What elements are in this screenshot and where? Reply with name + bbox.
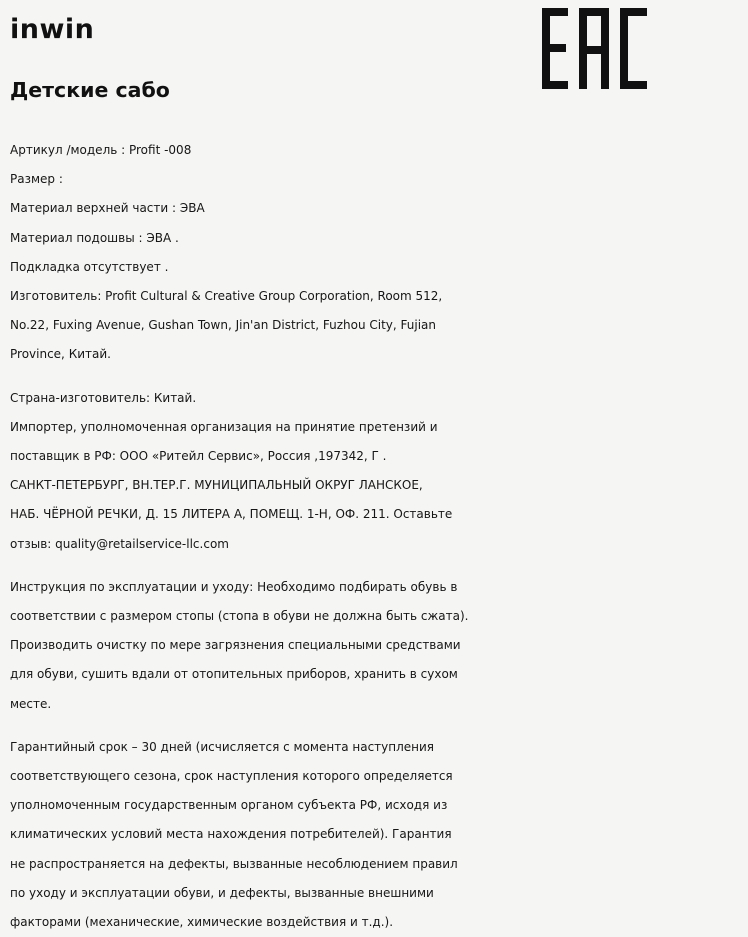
origin-line: Импортер, уполномоченная организация на принятие претензий и <box>10 419 438 434</box>
warranty-line: Гарантийный срок – 30 дней (исчисляется с момента наступления <box>10 739 435 754</box>
origin-line: отзыв: quality@retailservice-llc.com <box>10 536 229 551</box>
eac-mark <box>540 6 650 91</box>
warranty-line: факторами (механические, химические воздействия и т.д.). <box>10 915 394 930</box>
warranty-line: уполномоченным государственным органом субъекта РФ, исходя из <box>10 798 448 813</box>
label-body <box>10 136 746 937</box>
origin-line: поставщик в РФ: ООО «Ритейл Сервис», Россия ,197342, Г . <box>10 449 387 464</box>
paragraph-gap <box>10 370 746 384</box>
warranty-line: климатических условий места нахождения потребителей). Гарантия <box>10 827 452 842</box>
instructions-line: для обуви, сушить вдали от отопительных приборов, хранить в сухом <box>10 667 458 682</box>
instructions-line: Производить очистку по мере загрязнения специальными средствами <box>10 638 461 653</box>
warranty-line: по уходу и эксплуатации обуви, и дефекты, вызванные внешними <box>10 885 434 900</box>
origin-line: САНКТ-ПЕТЕРБУРГ, ВН.ТЕР.Г. МУНИЦИПАЛЬНЫЙ ОКРУГ ЛАНСКОЕ, <box>10 478 423 493</box>
warranty-line: соответствующего сезона, срок наступления которого определяется <box>10 769 453 784</box>
size-line: Размер : <box>10 172 63 187</box>
instructions-line: месте. <box>10 696 52 711</box>
brand-logo: inwin <box>10 14 95 45</box>
warranty-line: не распространяется на дефекты, вызванные несоблюдением правил <box>10 856 458 871</box>
manufacturer-line: Province, Китай. <box>10 347 111 362</box>
instructions-line: соответствии с размером стопы (стопа в обуви не должна быть сжата). <box>10 609 469 624</box>
origin-line: НАБ. ЧЁРНОЙ РЕЧКИ, Д. 15 ЛИТЕРА А, ПОМЕЩ. 1-Н, ОФ. 211. Оставьте <box>10 507 453 522</box>
paragraph-gap <box>10 559 746 573</box>
sole-material-line: Материал подошвы : ЭВА . <box>10 230 179 245</box>
instructions-line: Инструкция по эксплуатации и уходу: Необходимо подбирать обувь в <box>10 579 458 594</box>
upper-material-line: Материал верхней части : ЭВА <box>10 201 205 216</box>
product-title: Детские сабо <box>10 78 170 102</box>
origin-line: Страна-изготовитель: Китай. <box>10 390 197 405</box>
lining-line: Подкладка отсутствует . <box>10 259 169 274</box>
manufacturer-line: No.22, Fuxing Avenue, Gushan Town, Jin'an District, Fuzhou City, Fujian <box>10 318 436 333</box>
article-line: Артикул /модель : Profit -008 <box>10 143 192 157</box>
paragraph-gap <box>10 719 746 733</box>
manufacturer-line: Изготовитель: Profit Cultural & Creative Group Corporation, Room 512, <box>10 289 443 304</box>
